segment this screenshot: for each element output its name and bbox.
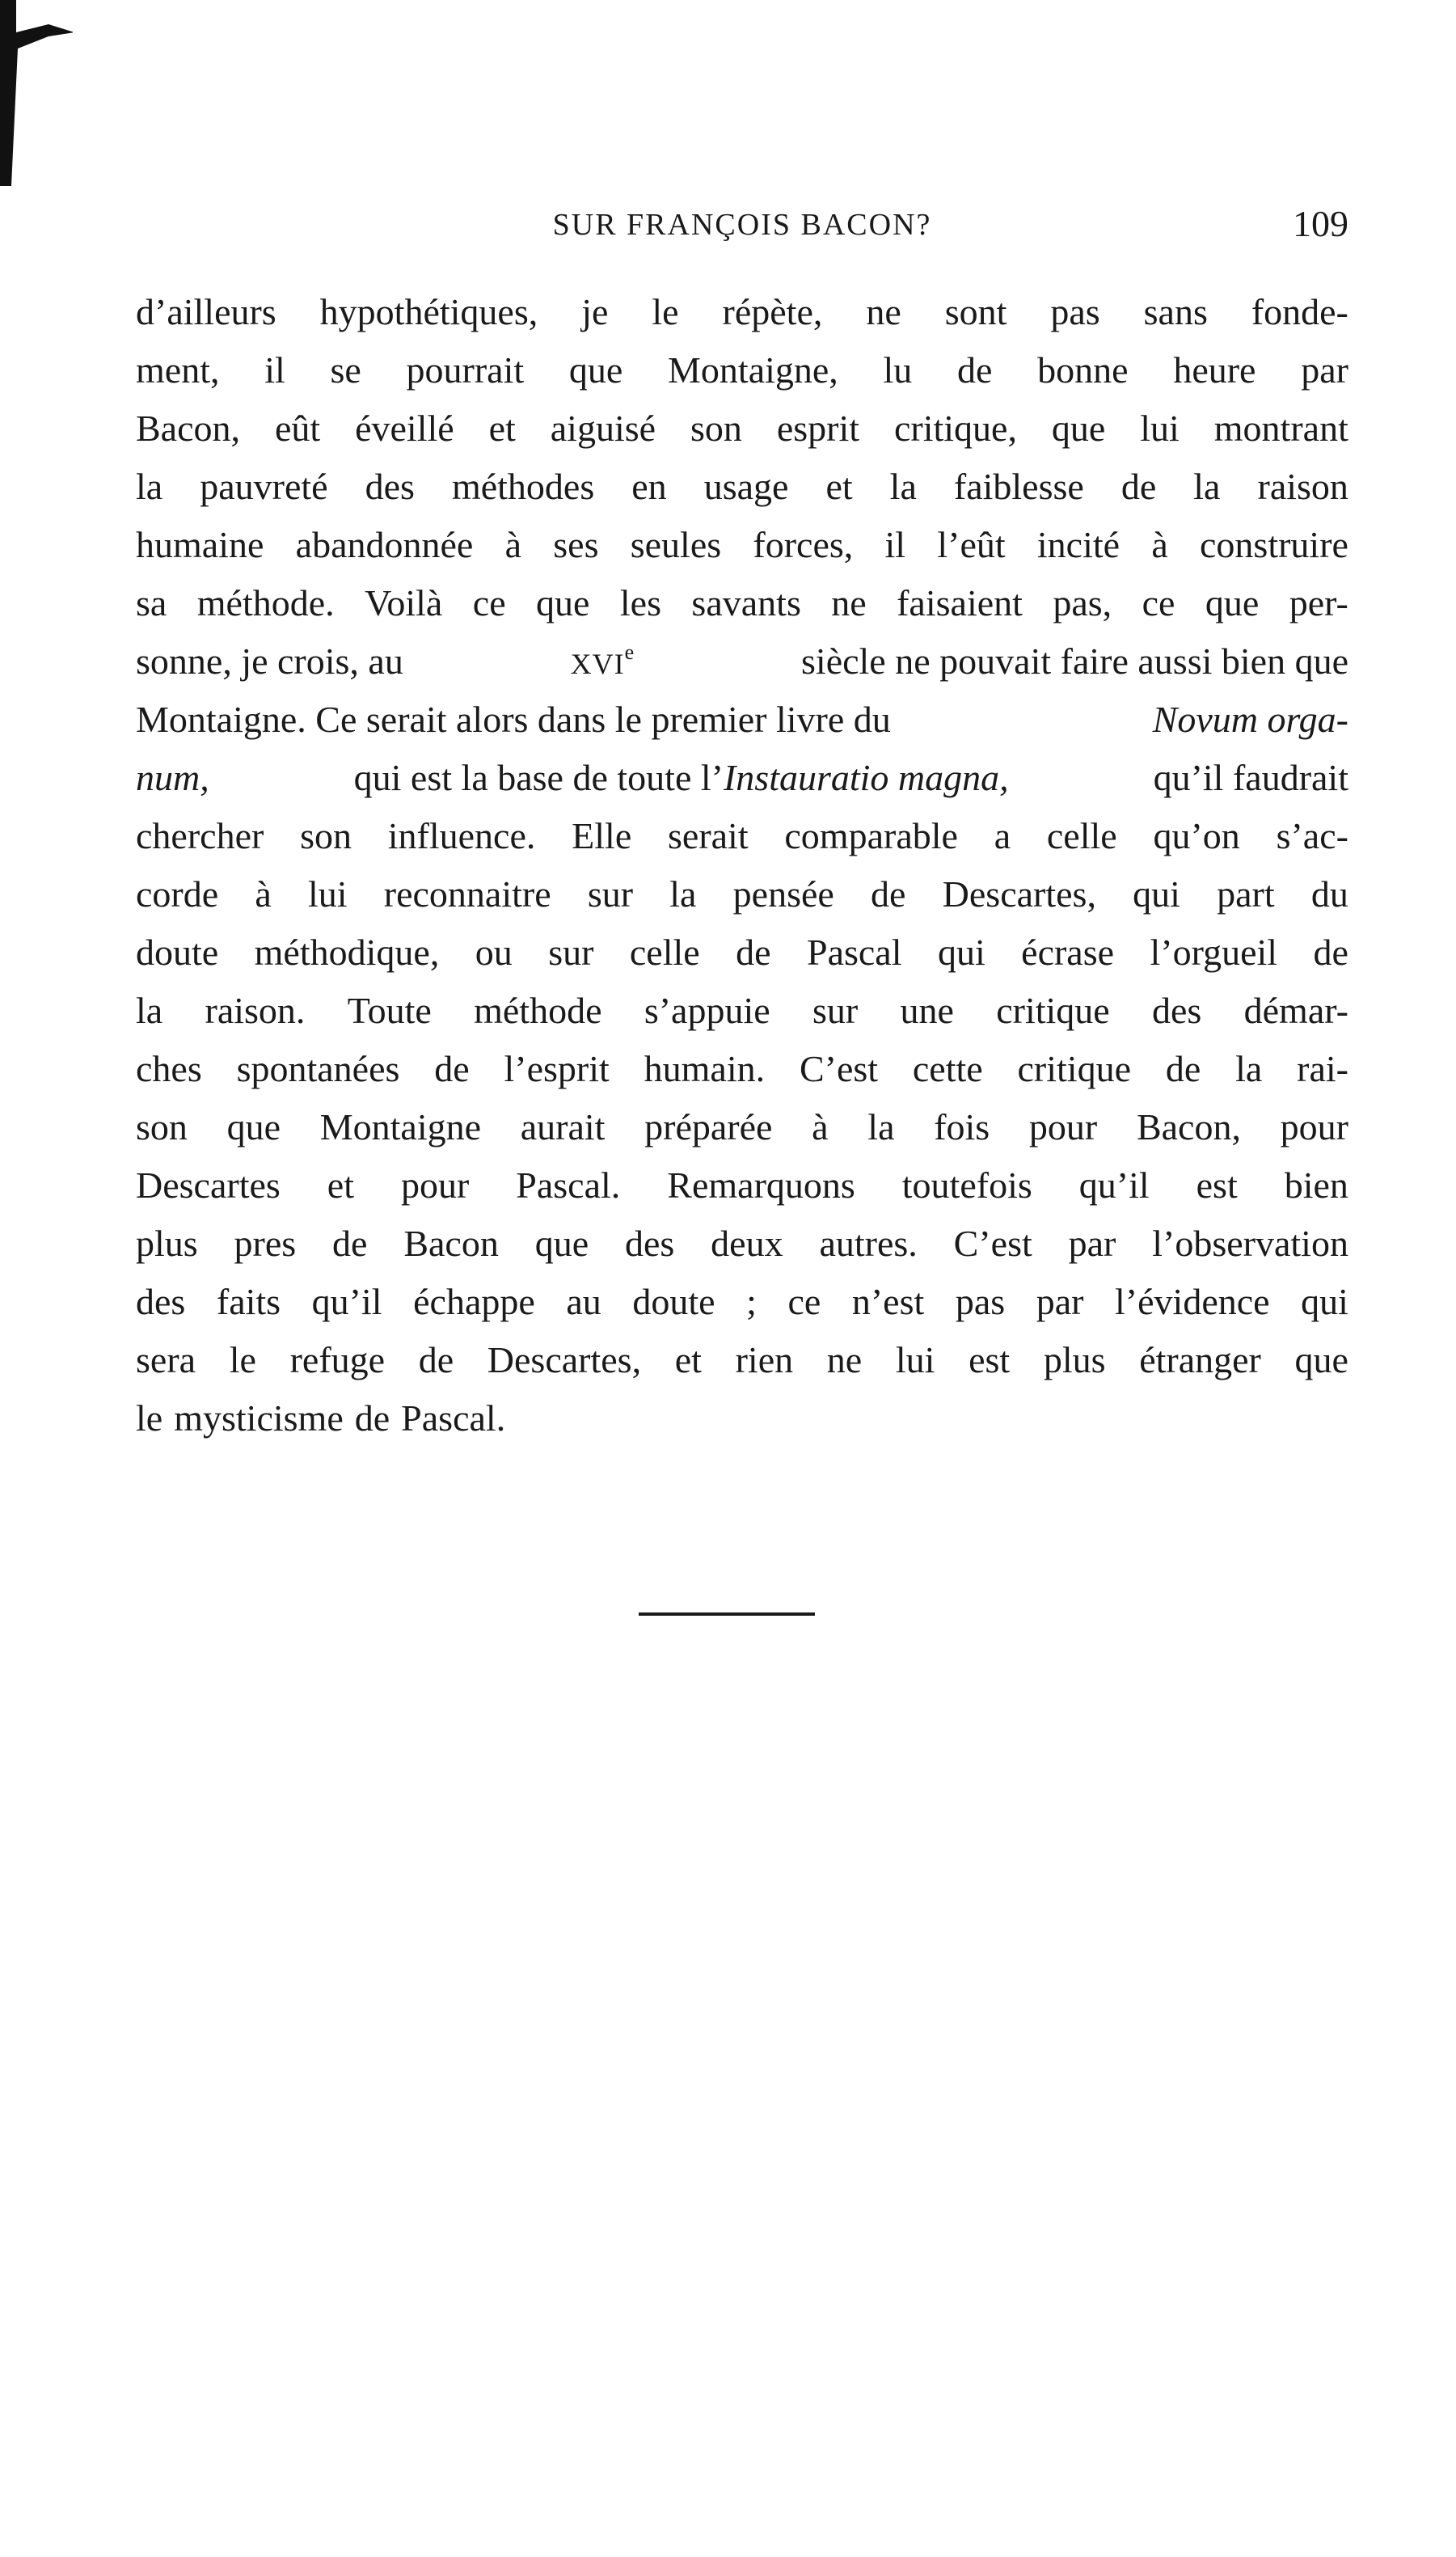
word: est (1196, 1164, 1238, 1206)
word: n’est (851, 1281, 925, 1322)
word: cette (912, 1048, 983, 1089)
word: abandonnée (295, 524, 474, 565)
word: de (957, 349, 993, 391)
word: ses (553, 524, 599, 565)
word: à (504, 524, 521, 565)
word: critique (996, 990, 1110, 1031)
word: chercher (136, 815, 264, 856)
word: les (619, 582, 661, 623)
text-line (136, 1040, 1348, 1098)
word: qui (1301, 1281, 1348, 1322)
word: sans (1143, 291, 1208, 332)
word: fois (934, 1106, 990, 1147)
word: que (568, 349, 623, 391)
word: raison (1257, 466, 1348, 507)
word: l’eût (937, 524, 1006, 565)
text-fragment: qui est la base de toute l’ (353, 757, 724, 798)
text-line (136, 982, 1348, 1040)
word: faiblesse (953, 466, 1084, 507)
word: Bacon, (136, 408, 241, 449)
text-segment: Montaigne. Ce serait alors dans le premier livre du (136, 699, 891, 740)
word: que (1205, 582, 1260, 623)
word: ou (475, 932, 513, 973)
word: et (327, 1164, 354, 1206)
word: Descartes, (942, 873, 1096, 915)
word: que (536, 582, 590, 623)
word: de (418, 1339, 454, 1380)
word: il (884, 524, 906, 565)
word: que (1051, 408, 1106, 449)
word: ne (831, 582, 867, 623)
body-text (136, 283, 1348, 1448)
word: échappe (413, 1281, 535, 1322)
word: l’observation (1152, 1223, 1348, 1264)
word: a (994, 815, 1011, 856)
word: pourrait (406, 349, 525, 391)
text-line (136, 807, 1348, 865)
word: Elle (572, 815, 632, 856)
word: fonde- (1251, 291, 1348, 332)
running-title: SUR FRANÇOIS BACON? (552, 208, 932, 242)
word: que (534, 1223, 589, 1264)
word: sa (136, 582, 167, 623)
word: par (1068, 1223, 1116, 1264)
text-line (136, 1273, 1348, 1331)
word: pas (1050, 291, 1100, 332)
word: la (669, 873, 697, 915)
word: que (1294, 1339, 1348, 1380)
word: montrant (1213, 408, 1348, 449)
word: lui (307, 873, 348, 915)
word: s’appuie (644, 990, 770, 1031)
word: le (136, 1397, 163, 1439)
word: démar- (1243, 990, 1348, 1031)
word: aiguisé (550, 408, 656, 449)
italic-title: Instauratio magna, (723, 757, 1009, 798)
word: écrase (1021, 932, 1115, 973)
word: bonne (1037, 349, 1129, 391)
word: ches (136, 1048, 202, 1089)
word: faisaient (897, 582, 1023, 623)
word: refuge (289, 1339, 386, 1380)
word: méthodes (451, 466, 595, 507)
word: l’évidence (1115, 1281, 1270, 1322)
word: qui (1133, 873, 1180, 915)
word: plus (1043, 1339, 1106, 1380)
word: Descartes (136, 1164, 281, 1206)
word: des (624, 1223, 675, 1264)
word: éveillé (355, 408, 454, 449)
word: qu’on (1153, 815, 1240, 856)
word: la (1235, 1048, 1263, 1089)
word: seules (630, 524, 722, 565)
word: deux (711, 1223, 783, 1264)
word: pauvreté (200, 466, 328, 507)
word: étranger (1139, 1339, 1261, 1380)
word: une (900, 990, 954, 1031)
text-line (136, 1098, 1348, 1156)
text-line (136, 1156, 1348, 1215)
word: pour (1028, 1106, 1098, 1147)
text-line (136, 632, 1348, 691)
word: la (889, 466, 917, 507)
word: usage (703, 466, 789, 507)
word: eût (274, 408, 321, 449)
word: per- (1289, 582, 1348, 623)
word: sont (944, 291, 1007, 332)
word: le (652, 291, 679, 332)
word: en (631, 466, 667, 507)
word: ne (826, 1339, 863, 1380)
word: ce (1142, 582, 1175, 623)
word: ; (746, 1281, 757, 1322)
word: Toute (347, 990, 432, 1031)
word: son (690, 408, 742, 449)
word: la (136, 990, 163, 1031)
word: doute (136, 932, 219, 973)
page-number: 109 (1293, 203, 1348, 244)
word: Descartes, (487, 1339, 642, 1380)
word: autres. (819, 1223, 918, 1264)
word: faits (216, 1281, 281, 1322)
word: Voilà (365, 582, 443, 623)
word: je (581, 291, 609, 332)
word: Pascal. (401, 1397, 506, 1439)
word: bien (1284, 1164, 1348, 1206)
word: à (812, 1106, 829, 1147)
word: serait (668, 815, 749, 856)
word: pour (1280, 1106, 1348, 1147)
text-line (136, 516, 1348, 574)
word: qu’il (311, 1281, 382, 1322)
word: esprit (776, 408, 860, 449)
word: à (255, 873, 272, 915)
word: construire (1200, 524, 1348, 565)
word: son (300, 815, 352, 856)
word: aurait (520, 1106, 606, 1147)
word: critique (1017, 1048, 1132, 1089)
word: ce (472, 582, 506, 623)
word: reconnaitre (383, 873, 551, 915)
word: l’orgueil (1150, 932, 1278, 973)
word: la (1193, 466, 1221, 507)
word: méthode (474, 990, 602, 1031)
word: corde (136, 873, 219, 915)
word: d’ailleurs (136, 291, 276, 332)
word: toutefois (901, 1164, 1032, 1206)
word: doute (632, 1281, 715, 1322)
word: savants (691, 582, 801, 623)
text-segment (354, 749, 1009, 807)
word: de (1313, 932, 1348, 973)
italic-title: Novum orga- (1152, 699, 1348, 740)
text-line (136, 458, 1348, 516)
word: sera (136, 1339, 196, 1380)
word: son (136, 1106, 188, 1147)
word: pas, (1053, 582, 1112, 623)
word: forces, (753, 524, 854, 565)
text-line (136, 283, 1348, 341)
word: critique, (893, 408, 1017, 449)
century-text: XVI (570, 648, 625, 680)
text-line (136, 574, 1348, 632)
word: humaine (136, 524, 264, 565)
century-numeral (571, 632, 635, 691)
section-end-rule (639, 1612, 815, 1616)
word: et (488, 408, 516, 449)
word: des (365, 466, 415, 507)
word: de (871, 873, 906, 915)
word: celle (1046, 815, 1117, 856)
word: Bacon (403, 1223, 499, 1264)
word: qui (937, 932, 985, 973)
word: Pascal. (516, 1164, 621, 1206)
word: Montaigne, (668, 349, 838, 391)
text-line (136, 1331, 1348, 1389)
word: plus (136, 1223, 198, 1264)
word: la (136, 466, 163, 507)
text-line (136, 399, 1348, 458)
word: pour (400, 1164, 470, 1206)
word: l’esprit (504, 1048, 610, 1089)
word: lui (895, 1339, 935, 1380)
word: de (332, 1223, 368, 1264)
word: heure (1173, 349, 1256, 391)
text-line (136, 691, 1348, 749)
word: par (1036, 1281, 1084, 1322)
word: Remarquons (667, 1164, 855, 1206)
word: et (674, 1339, 702, 1380)
word: rai- (1297, 1048, 1348, 1089)
word: pensée (732, 873, 834, 915)
word: du (1310, 873, 1348, 915)
word: celle (629, 932, 700, 973)
word: la (867, 1106, 895, 1147)
word: de (1120, 466, 1157, 507)
word: raison. (205, 990, 306, 1031)
word: de (434, 1048, 470, 1089)
word: des (1152, 990, 1202, 1031)
text-line (136, 1389, 1348, 1448)
word: Pascal (806, 932, 902, 973)
word: préparée (644, 1106, 773, 1147)
text-line (136, 749, 1348, 807)
word: lu (883, 349, 913, 391)
text-line (136, 923, 1348, 982)
scan-edge-artifact (0, 0, 73, 186)
word: influence. (387, 815, 536, 856)
word: rien (735, 1339, 794, 1380)
text-line (136, 341, 1348, 399)
word: spontanées (236, 1048, 400, 1089)
word: part (1217, 873, 1275, 915)
word: et (825, 466, 853, 507)
word: Montaigne (319, 1106, 482, 1147)
word: il (264, 349, 285, 391)
text-segment: siècle ne pouvait faire aussi bien que (801, 640, 1348, 682)
word: de (1165, 1048, 1201, 1089)
word: comparable (784, 815, 958, 856)
word: Bacon, (1136, 1106, 1241, 1147)
word: se (330, 349, 361, 391)
word: s’ac- (1276, 815, 1348, 856)
word: méthode. (196, 582, 335, 623)
word: C’est (799, 1048, 879, 1089)
word: répète, (722, 291, 823, 332)
word: ce (787, 1281, 821, 1322)
text-line (136, 1215, 1348, 1273)
word: sur (812, 990, 859, 1031)
word: qu’il (1078, 1164, 1150, 1206)
word: méthodique, (254, 932, 440, 973)
word: au (566, 1281, 601, 1322)
word: de (354, 1397, 390, 1439)
word: mysticisme (174, 1397, 344, 1439)
word: incité (1036, 524, 1120, 565)
italic-title: num, (136, 757, 209, 798)
text-segment: sonne, je crois, au (136, 640, 403, 682)
word: de (736, 932, 771, 973)
word: lui (1140, 408, 1180, 449)
word: le (229, 1339, 256, 1380)
word: ment, (136, 349, 220, 391)
word: est (969, 1339, 1011, 1380)
superscript: e (624, 640, 635, 664)
word: des (136, 1281, 186, 1322)
word: à (1151, 524, 1168, 565)
word: C’est (953, 1223, 1032, 1264)
word: pas (955, 1281, 1006, 1322)
text-line (136, 865, 1348, 923)
word: ne (866, 291, 901, 332)
word: sur (548, 932, 594, 973)
text-segment: qu’il faudrait (1153, 757, 1348, 798)
word: par (1301, 349, 1348, 391)
word: que (226, 1106, 281, 1147)
word: humain. (644, 1048, 766, 1089)
word: sur (587, 873, 634, 915)
word: pres (234, 1223, 297, 1264)
running-head (136, 202, 1348, 251)
word: hypothétiques, (319, 291, 538, 332)
